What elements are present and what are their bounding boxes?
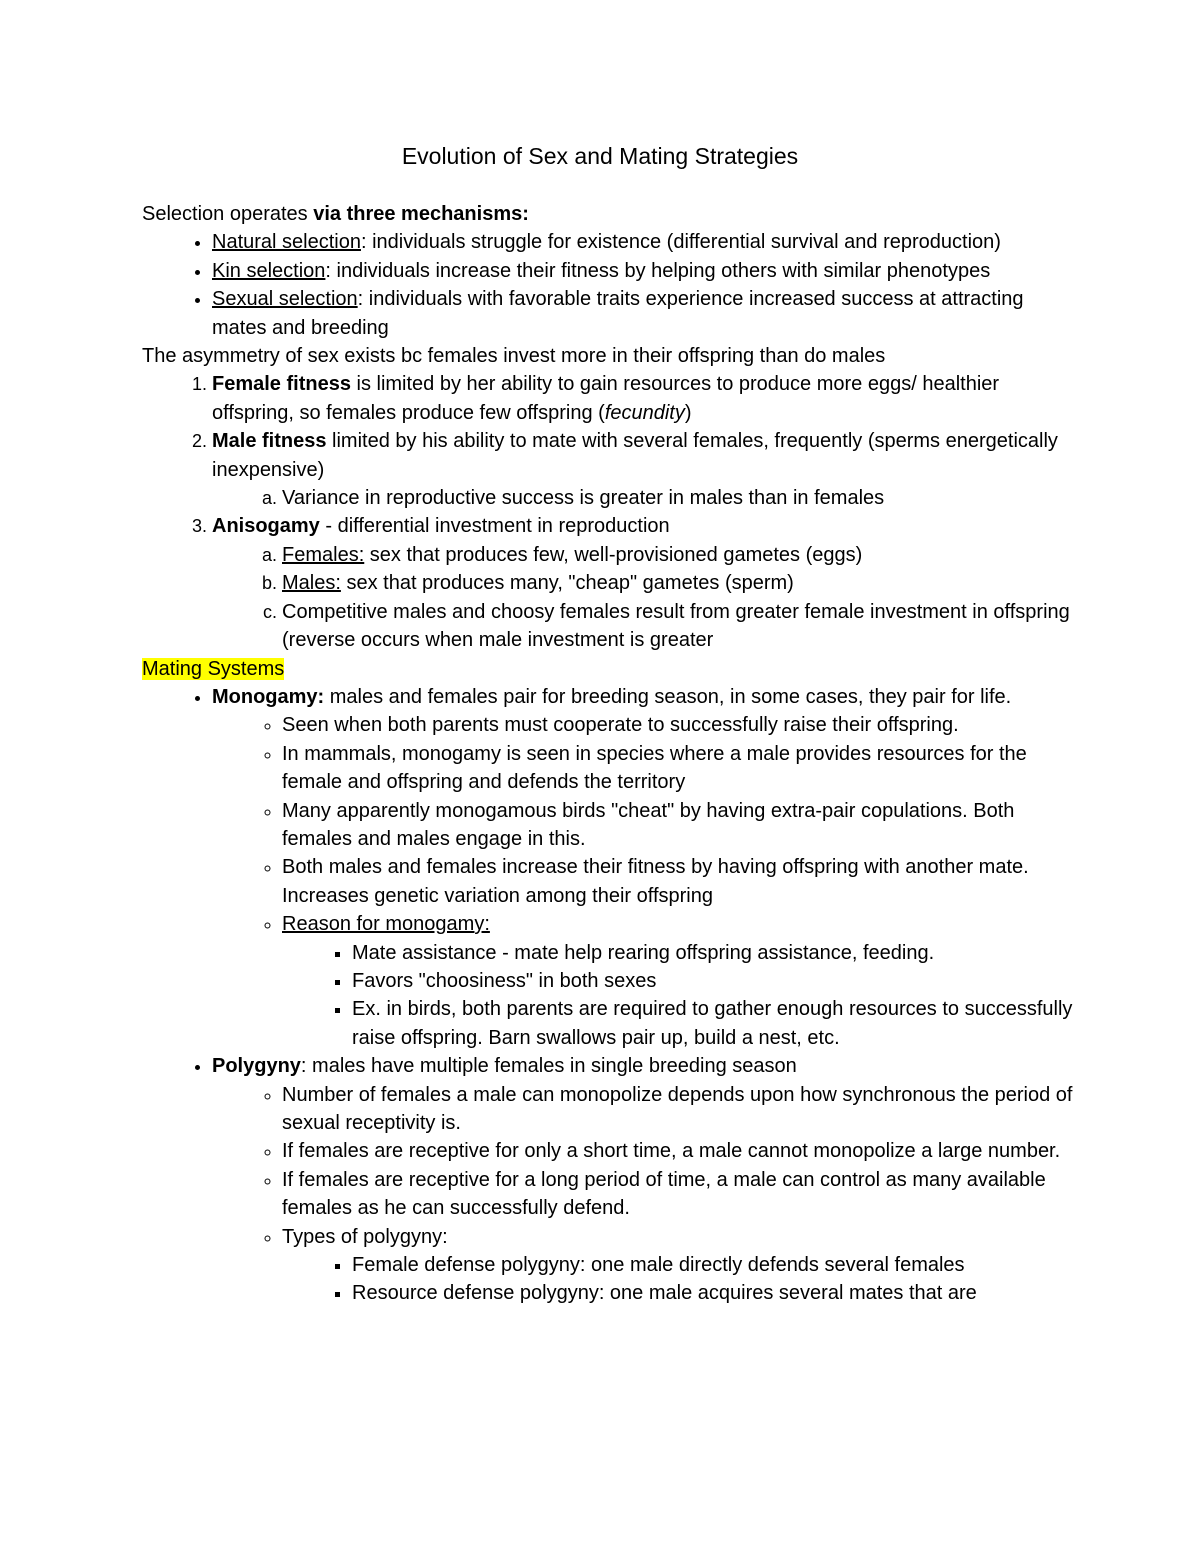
list-item: c. Competitive males and choosy females result from greater female investment in offspring (reverse occurs when male investment is greater [282,598,1082,655]
mechanism-list [142,228,1082,342]
list-item: ◦ Both males and females increase their fitness by having offspring with another mate. Increases genetic variation among their offspring [282,853,1082,910]
list-item: ▪ Resource defense polygyny: one male acquires several mates that are [352,1279,1082,1307]
list-item: ▪ Favors "choosiness" in both sexes [352,967,1082,995]
sub-list [212,484,1082,512]
list-item: • Monogamy: males and females pair for breeding season, in some cases, they pair for life. ◦ Seen when both parents must cooperate to successfully raise their offspring. ◦ In mammals, monogamy is seen in species where a male provides resources for the female and offspring and defends the territory ◦ Many apparently monogamous birds "cheat" by having extra-pair copulations. Both females and males engage in this. ◦ Both males and females increase their fitness by having offspring with another mate. Increases genetic variation among their offspring ◦ Reason for monogamy: ▪ Mate assistance - mate help rearing offspring assistance, feeding. ▪ Favors "choosiness" in both sexes ▪ Ex. in birds, both parents are required to gather enough resources to successfully raise offspring. Barn swallows pair up, build a nest, etc. [212,683,1082,1052]
list-item: a. Variance in reproductive success is greater in males than in females [282,484,1082,512]
list-item: • Sexual selection: individuals with favorable traits experience increased success at attracting mates and breeding [212,285,1082,342]
list-item: ◦ If females are receptive for a long period of time, a male can control as many available females as he can successfully defend. [282,1166,1082,1223]
list-item: ◦ Many apparently monogamous birds "cheat" by having extra-pair copulations. Both females and males engage in this. [282,797,1082,854]
list-item: • Natural selection: individuals struggle for existence (differential survival and reproduction) [212,228,1082,256]
document-title: Evolution of Sex and Mating Strategies [401,143,799,169]
list-item: 1. Female fitness is limited by her ability to gain resources to produce more eggs/ healthier offspring, so females produce few offspring (fecundity) [212,370,1082,427]
list-item: ▪ Mate assistance - mate help rearing offspring assistance, feeding. [352,939,1082,967]
sub-list [282,939,1082,1053]
list-item: ◦ In mammals, monogamy is seen in species where a male provides resources for the female and offspring and defends the territory [282,740,1082,797]
list-item: • Kin selection: individuals increase their fitness by helping others with similar phenotypes [212,257,1082,285]
list-item: 2. Male fitness limited by his ability to mate with several females, frequently (sperms energetically inexpensive) a. Variance in reproductive success is greater in males than in females [212,427,1082,512]
mating-list [142,683,1082,1308]
list-item: ◦ Number of females a male can monopolize depends upon how synchronous the period of sexual receptivity is. [282,1081,1082,1138]
intro-bold: via three mechanisms: [313,203,529,225]
document-body [142,200,1082,1308]
list-item: ◦ Reason for monogamy: ▪ Mate assistance - mate help rearing offspring assistance, feeding. ▪ Favors "choosiness" in both sexes ▪ Ex. in birds, both parents are required to gather enough resources to successfully raise offspring. Barn swallows pair up, build a nest, etc. [282,910,1082,1052]
list-item: b. Males: sex that produces many, "cheap" gametes (sperm) [282,569,1082,597]
sub-list [282,1251,1082,1308]
intro-line [142,200,1082,228]
list-item: ◦ Seen when both parents must cooperate to successfully raise their offspring. [282,711,1082,739]
sub-list [212,1081,1082,1308]
list-item: ◦ If females are receptive for only a short time, a male cannot monopolize a large number. [282,1137,1082,1165]
sub-list [212,541,1082,655]
list-item: ▪ Ex. in birds, both parents are required to gather enough resources to successfully raise offspring. Barn swallows pair up, build a nest, etc. [352,995,1082,1052]
list-item: ◦ Types of polygyny: ▪ Female defense polygyny: one male directly defends several females ▪ Resource defense polygyny: one male acquires several mates that are [282,1223,1082,1308]
asymmetry-list [142,370,1082,654]
list-item: ▪ Female defense polygyny: one male directly defends several females [352,1251,1082,1279]
list-item: a. Females: sex that produces few, well-provisioned gametes (eggs) [282,541,1082,569]
list-item: 3. Anisogamy - differential investment in reproduction a. Females: sex that produces few, well-provisioned gametes (eggs) b. Males: sex that produces many, "cheap" gametes (sperm) c. Competitive males and choosy females result from greater female investment in offspring (reverse occurs when male investment is greater [212,512,1082,654]
list-item: • Polygyny: males have multiple females in single breeding season ◦ Number of females a male can monopolize depends upon how synchronous the period of sexual receptivity is. ◦ If females are receptive for only a short time, a male cannot monopolize a large number. ◦ If females are receptive for a long period of time, a male can control as many available females as he can successfully defend. ◦ Types of polygyny: ▪ Female defense polygyny: one male directly defends several females ▪ Resource defense polygyny: one male acquires several mates that are [212,1052,1082,1308]
sub-list [212,711,1082,1052]
section-heading: Mating Systems [142,657,285,680]
intro-prefix: Selection operates [142,203,314,225]
asymmetry-line: The asymmetry of sex exists bc females invest more in their offspring than do males [142,345,886,368]
